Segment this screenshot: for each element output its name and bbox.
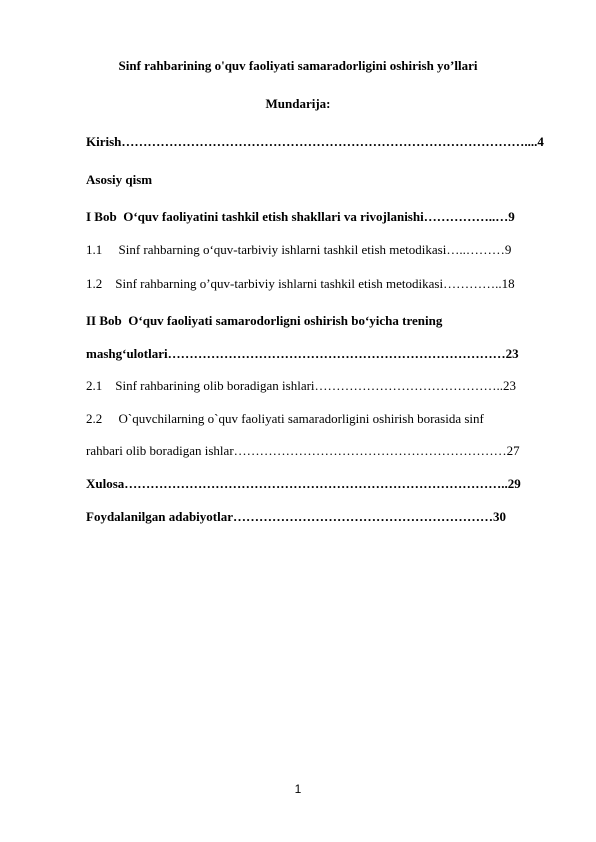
toc-entry-xulosa: Xulosa……………………………………………………………………………..29 bbox=[86, 476, 521, 491]
page-number: 1 bbox=[294, 782, 302, 796]
toc-entry-2-1: 2.1 Sinf rahbarining olib boradigan ishlari……………………………………..23 bbox=[86, 378, 517, 393]
toc-entry-chapter-2: II Bob O‘quv faoliyati samarodorligni oshirish bo‘yicha trening bbox=[86, 313, 443, 328]
toc-entry-2-2-cont: rahbari olib boradigan ishlar………………………………………………………27 bbox=[86, 443, 520, 458]
toc-entry-1-2: 1.2 Sinf rahbarning o’quv-tarbiviy ishlarni tashkil etish metodikasi…………..18 bbox=[86, 276, 515, 291]
document-title: Sinf rahbarining o'quv faoliyati samaradorligini oshirish yo’llari bbox=[118, 58, 478, 73]
toc-entry-2-2: 2.2 O`quvchilarning o`quv faoliyati samaradorligini oshirish borasida sinf bbox=[86, 411, 484, 426]
toc-entry-chapter-2-cont: mashg‘ulotlari……………………………………………………………………23 bbox=[86, 346, 519, 361]
toc-entry-adabiyotlar: Foydalanilgan adabiyotlar……………………………………………………30 bbox=[86, 509, 506, 524]
toc-entry-asosiy-qism: Asosiy qism bbox=[86, 172, 153, 187]
toc-entry-1-1: 1.1 Sinf rahbarning o‘quv-tarbiviy ishlarni tashkil etish metodikasi…..………9 bbox=[86, 242, 512, 257]
contents-heading: Mundarija: bbox=[265, 96, 331, 111]
toc-entry-kirish: Kirish…………………………………………………………………………………....4 bbox=[86, 134, 544, 149]
toc-entry-chapter-1: I Bob O‘quv faoliyatini tashkil etish shakllari va rivojlanishi……………..…9 bbox=[86, 209, 515, 224]
